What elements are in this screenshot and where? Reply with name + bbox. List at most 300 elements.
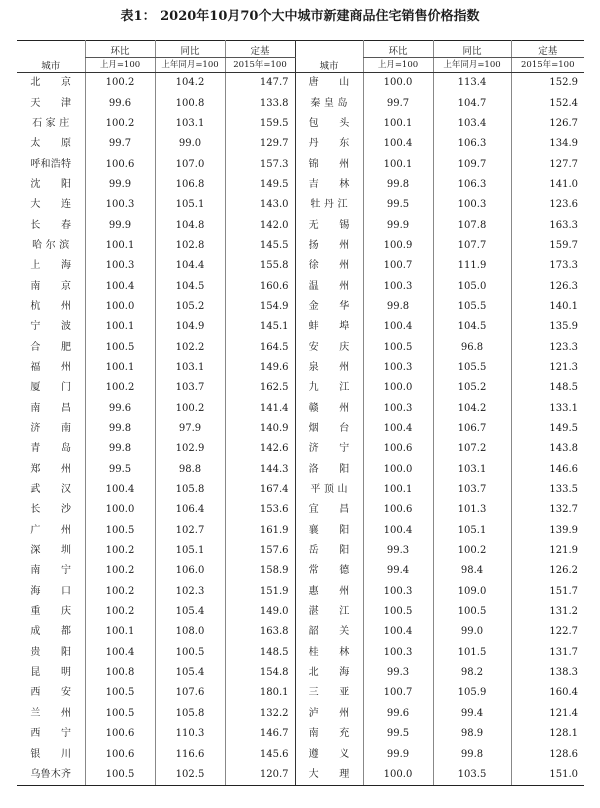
right-yoy-cell: 106.3 (433, 175, 511, 195)
left-city-cell: 杭 州 (30, 300, 72, 312)
left-yoy-cell: 103.1 (155, 358, 225, 378)
left-mom-cell: 100.2 (85, 114, 155, 134)
right-base-cell: 173.3 (511, 256, 584, 276)
table-body (17, 73, 584, 786)
header-city-left: 城市 (17, 41, 85, 73)
left-yoy-cell: 104.9 (155, 317, 225, 337)
left-base-cell: 149.0 (225, 602, 295, 622)
right-base-cell: 123.3 (511, 337, 584, 357)
right-base-cell: 139.9 (511, 521, 584, 541)
left-city-cell: 宁 波 (30, 321, 72, 333)
table-row (17, 521, 584, 541)
left-city-cell: 银 川 (30, 748, 72, 760)
left-base-cell: 145.1 (225, 317, 295, 337)
left-city-cell: 乌鲁木齐 (17, 765, 85, 786)
right-city-cell: 北 海 (308, 667, 350, 679)
table-row (17, 744, 584, 764)
right-yoy-cell: 113.4 (433, 73, 511, 94)
right-base-cell: 152.4 (511, 93, 584, 113)
left-city-cell: 武 汉 (30, 484, 72, 496)
left-base-cell: 151.9 (225, 582, 295, 602)
left-yoy-cell: 105.8 (155, 480, 225, 500)
right-mom-cell: 100.4 (363, 419, 433, 439)
left-yoy-cell: 106.8 (155, 175, 225, 195)
table-row (17, 724, 584, 744)
left-yoy-cell: 106.0 (155, 561, 225, 581)
left-yoy-cell: 102.7 (155, 521, 225, 541)
right-base-cell: 121.9 (511, 541, 584, 561)
subheader-mom-right: 上月=100 (363, 58, 433, 73)
right-city-cell: 徐 州 (308, 260, 350, 272)
left-city-cell: 南 京 (30, 280, 72, 292)
left-base-cell: 162.5 (225, 378, 295, 398)
left-base-cell: 149.5 (225, 175, 295, 195)
left-city-cell: 合 肥 (30, 341, 72, 353)
right-yoy-cell: 105.5 (433, 358, 511, 378)
right-yoy-cell: 101.5 (433, 643, 511, 663)
table-row (17, 337, 584, 357)
right-mom-cell: 99.5 (363, 724, 433, 744)
table-row (17, 175, 584, 195)
table-row (17, 358, 584, 378)
left-base-cell: 145.6 (225, 744, 295, 764)
right-base-cell: 149.5 (511, 419, 584, 439)
left-city-cell: 长 春 (30, 219, 72, 231)
header-yoy-right: 同比 (433, 41, 511, 58)
left-mom-cell: 100.3 (85, 195, 155, 215)
left-mom-cell: 100.6 (85, 154, 155, 174)
left-yoy-cell: 99.0 (155, 134, 225, 154)
right-yoy-cell: 107.7 (433, 236, 511, 256)
right-mom-cell: 100.3 (363, 358, 433, 378)
right-yoy-cell: 106.7 (433, 419, 511, 439)
table-row (17, 256, 584, 276)
left-mom-cell: 100.4 (85, 643, 155, 663)
left-mom-cell: 100.4 (85, 480, 155, 500)
right-mom-cell: 100.6 (363, 500, 433, 520)
left-mom-cell: 99.8 (85, 439, 155, 459)
right-yoy-cell: 105.1 (433, 521, 511, 541)
left-yoy-cell: 116.6 (155, 744, 225, 764)
left-base-cell: 153.6 (225, 500, 295, 520)
left-city-cell: 长 沙 (30, 504, 72, 516)
left-base-cell: 167.4 (225, 480, 295, 500)
table-row (17, 602, 584, 622)
left-city-cell: 昆 明 (30, 667, 72, 679)
right-yoy-cell: 99.0 (433, 622, 511, 642)
left-yoy-cell: 108.0 (155, 622, 225, 642)
right-mom-cell: 100.4 (363, 622, 433, 642)
right-mom-cell: 100.5 (363, 602, 433, 622)
right-yoy-cell: 109.7 (433, 154, 511, 174)
table-title: 表1： 2020年10月70个大中城市新建商品住宅销售价格指数 (120, 9, 480, 24)
table-row (17, 419, 584, 439)
left-yoy-cell: 105.1 (155, 195, 225, 215)
right-base-cell: 152.9 (511, 73, 584, 94)
right-city-cell: 扬 州 (308, 239, 350, 251)
left-mom-cell: 99.8 (85, 419, 155, 439)
right-base-cell: 151.7 (511, 582, 584, 602)
right-city-cell: 烟 台 (308, 423, 350, 435)
left-yoy-cell: 105.4 (155, 602, 225, 622)
right-mom-cell: 99.9 (363, 744, 433, 764)
right-base-cell: 132.7 (511, 500, 584, 520)
table-row (17, 683, 584, 703)
header-city-right: 城市 (295, 41, 363, 73)
table-row (17, 500, 584, 520)
header-base-right: 定基 (511, 41, 584, 58)
right-yoy-cell: 106.3 (433, 134, 511, 154)
right-city-cell: 岳 阳 (308, 545, 350, 557)
right-mom-cell: 100.7 (363, 683, 433, 703)
left-mom-cell: 100.2 (85, 73, 155, 94)
right-mom-cell: 100.6 (363, 439, 433, 459)
right-base-cell: 123.6 (511, 195, 584, 215)
left-mom-cell: 100.8 (85, 663, 155, 683)
right-base-cell: 128.1 (511, 724, 584, 744)
right-yoy-cell: 104.5 (433, 317, 511, 337)
left-yoy-cell: 105.4 (155, 663, 225, 683)
left-base-cell: 154.8 (225, 663, 295, 683)
table-row (17, 378, 584, 398)
left-base-cell: 140.9 (225, 419, 295, 439)
right-city-cell: 大 理 (295, 765, 363, 786)
left-city-cell: 天 津 (30, 97, 72, 109)
right-city-cell: 三 亚 (308, 687, 350, 699)
right-mom-cell: 99.7 (363, 93, 433, 113)
left-yoy-cell: 107.0 (155, 154, 225, 174)
right-yoy-cell: 104.2 (433, 399, 511, 419)
right-mom-cell: 100.3 (363, 276, 433, 296)
right-yoy-cell: 104.7 (433, 93, 511, 113)
left-city-cell: 呼和浩特 (30, 158, 72, 170)
left-city-cell: 西 安 (30, 687, 72, 699)
left-base-cell: 163.8 (225, 622, 295, 642)
left-yoy-cell: 110.3 (155, 724, 225, 744)
right-yoy-cell: 107.8 (433, 215, 511, 235)
left-city-cell: 成 都 (30, 626, 72, 638)
left-base-cell: 144.3 (225, 460, 295, 480)
right-base-cell: 160.4 (511, 683, 584, 703)
table-row (17, 114, 584, 134)
left-base-cell: 146.7 (225, 724, 295, 744)
left-mom-cell: 100.5 (85, 765, 155, 786)
right-city-cell: 吉 林 (308, 178, 350, 190)
table-header (17, 41, 584, 73)
right-mom-cell: 100.5 (363, 337, 433, 357)
left-yoy-cell: 102.8 (155, 236, 225, 256)
right-city-cell: 襄 阳 (308, 524, 350, 536)
right-yoy-cell: 100.5 (433, 602, 511, 622)
subheader-yoy-left: 上年同月=100 (155, 58, 225, 73)
header-base-left: 定基 (225, 41, 295, 58)
right-mom-cell: 99.8 (363, 175, 433, 195)
left-yoy-cell: 100.2 (155, 399, 225, 419)
left-city-cell: 西 宁 (30, 728, 72, 740)
left-mom-cell: 100.6 (85, 744, 155, 764)
left-city-cell: 兰 州 (30, 707, 72, 719)
right-base-cell: 151.0 (511, 765, 584, 786)
right-base-cell: 140.1 (511, 297, 584, 317)
left-mom-cell: 99.9 (85, 175, 155, 195)
right-mom-cell: 100.7 (363, 256, 433, 276)
right-base-cell: 127.7 (511, 154, 584, 174)
table-row (17, 297, 584, 317)
table-row (17, 195, 584, 215)
left-base-cell: 159.5 (225, 114, 295, 134)
right-base-cell: 126.2 (511, 561, 584, 581)
table-row (17, 154, 584, 174)
subheader-yoy-right: 上年同月=100 (433, 58, 511, 73)
left-base-cell: 149.6 (225, 358, 295, 378)
table-row (17, 541, 584, 561)
right-yoy-cell: 98.9 (433, 724, 511, 744)
table-row (17, 317, 584, 337)
table-row (17, 622, 584, 642)
left-city-cell: 深 圳 (30, 545, 72, 557)
right-city-cell: 牡 丹 江 (310, 199, 348, 211)
right-mom-cell: 100.4 (363, 134, 433, 154)
left-base-cell: 158.9 (225, 561, 295, 581)
right-city-cell: 泉 州 (308, 361, 350, 373)
table-row (17, 276, 584, 296)
left-yoy-cell: 106.4 (155, 500, 225, 520)
left-city-cell: 南 昌 (30, 402, 72, 414)
left-mom-cell: 100.0 (85, 297, 155, 317)
right-mom-cell: 99.5 (363, 195, 433, 215)
left-yoy-cell: 103.1 (155, 114, 225, 134)
left-city-cell: 哈 尔 滨 (32, 239, 70, 251)
left-city-cell: 青 岛 (30, 443, 72, 455)
right-city-cell: 蚌 埠 (308, 321, 350, 333)
right-base-cell: 131.7 (511, 643, 584, 663)
right-yoy-cell: 103.5 (433, 765, 511, 786)
left-base-cell: 180.1 (225, 683, 295, 703)
right-mom-cell: 100.1 (363, 480, 433, 500)
table-row (17, 480, 584, 500)
left-base-cell: 161.9 (225, 521, 295, 541)
right-city-cell: 韶 关 (308, 626, 350, 638)
right-yoy-cell: 105.5 (433, 297, 511, 317)
left-yoy-cell: 103.7 (155, 378, 225, 398)
right-city-cell: 金 华 (308, 300, 350, 312)
left-yoy-cell: 102.5 (155, 765, 225, 786)
left-yoy-cell: 100.5 (155, 643, 225, 663)
left-mom-cell: 99.9 (85, 215, 155, 235)
header-mom-left: 环比 (85, 41, 155, 58)
right-mom-cell: 99.3 (363, 541, 433, 561)
table-row (17, 643, 584, 663)
table-row (17, 663, 584, 683)
table-row (17, 236, 584, 256)
right-base-cell: 128.6 (511, 744, 584, 764)
left-base-cell: 129.7 (225, 134, 295, 154)
right-city-cell: 济 宁 (308, 443, 350, 455)
left-city-cell: 贵 阳 (30, 646, 72, 658)
right-base-cell: 134.9 (511, 134, 584, 154)
left-yoy-cell: 105.2 (155, 297, 225, 317)
left-mom-cell: 99.7 (85, 134, 155, 154)
right-yoy-cell: 105.2 (433, 378, 511, 398)
subheader-base-right: 2015年=100 (511, 58, 584, 73)
left-base-cell: 145.5 (225, 236, 295, 256)
left-base-cell: 143.0 (225, 195, 295, 215)
left-yoy-cell: 97.9 (155, 419, 225, 439)
right-base-cell: 126.3 (511, 276, 584, 296)
left-yoy-cell: 98.8 (155, 460, 225, 480)
right-yoy-cell: 103.1 (433, 460, 511, 480)
left-city-cell: 广 州 (30, 524, 72, 536)
left-mom-cell: 100.2 (85, 582, 155, 602)
left-yoy-cell: 102.9 (155, 439, 225, 459)
right-city-cell: 温 州 (308, 280, 350, 292)
left-base-cell: 142.0 (225, 215, 295, 235)
left-base-cell: 141.4 (225, 399, 295, 419)
right-city-cell: 宜 昌 (308, 504, 350, 516)
left-base-cell: 155.8 (225, 256, 295, 276)
right-city-cell: 赣 州 (308, 402, 350, 414)
right-base-cell: 163.3 (511, 215, 584, 235)
left-city-cell: 郑 州 (30, 463, 72, 475)
right-base-cell: 146.6 (511, 460, 584, 480)
left-yoy-cell: 102.2 (155, 337, 225, 357)
left-mom-cell: 100.5 (85, 683, 155, 703)
right-yoy-cell: 105.9 (433, 683, 511, 703)
left-city-cell: 南 宁 (30, 565, 72, 577)
left-yoy-cell: 104.4 (155, 256, 225, 276)
right-mom-cell: 100.0 (363, 378, 433, 398)
right-yoy-cell: 103.7 (433, 480, 511, 500)
left-city-cell: 太 原 (30, 138, 72, 150)
left-city-cell: 福 州 (30, 361, 72, 373)
left-city-cell: 重 庆 (30, 606, 72, 618)
right-yoy-cell: 103.4 (433, 114, 511, 134)
right-yoy-cell: 105.0 (433, 276, 511, 296)
left-mom-cell: 100.1 (85, 622, 155, 642)
left-mom-cell: 100.1 (85, 358, 155, 378)
left-mom-cell: 100.1 (85, 236, 155, 256)
right-base-cell: 131.2 (511, 602, 584, 622)
right-city-cell: 安 庆 (308, 341, 350, 353)
right-base-cell: 148.5 (511, 378, 584, 398)
right-mom-cell: 99.9 (363, 215, 433, 235)
left-mom-cell: 100.0 (85, 500, 155, 520)
right-mom-cell: 99.4 (363, 561, 433, 581)
right-yoy-cell: 101.3 (433, 500, 511, 520)
left-city-cell: 海 口 (30, 585, 72, 597)
table-row (17, 765, 584, 786)
right-city-cell: 锦 州 (308, 158, 350, 170)
left-city-cell: 北 京 (30, 77, 72, 89)
right-city-cell: 惠 州 (308, 585, 350, 597)
right-base-cell: 141.0 (511, 175, 584, 195)
header-mom-right: 环比 (363, 41, 433, 58)
right-city-cell: 唐 山 (308, 77, 350, 89)
left-base-cell: 154.9 (225, 297, 295, 317)
left-base-cell: 160.6 (225, 276, 295, 296)
table-row (17, 704, 584, 724)
left-city-cell: 沈 阳 (30, 178, 72, 190)
right-city-cell: 桂 林 (308, 646, 350, 658)
left-base-cell: 142.6 (225, 439, 295, 459)
left-mom-cell: 100.2 (85, 561, 155, 581)
right-base-cell: 126.7 (511, 114, 584, 134)
left-base-cell: 120.7 (225, 765, 295, 786)
left-mom-cell: 100.6 (85, 724, 155, 744)
left-mom-cell: 100.5 (85, 521, 155, 541)
right-city-cell: 无 锡 (308, 219, 350, 231)
right-city-cell: 九 江 (308, 382, 350, 394)
right-mom-cell: 99.3 (363, 663, 433, 683)
table-row (17, 460, 584, 480)
right-base-cell: 122.7 (511, 622, 584, 642)
subheader-mom-left: 上月=100 (85, 58, 155, 73)
left-base-cell: 133.8 (225, 93, 295, 113)
right-yoy-cell: 98.4 (433, 561, 511, 581)
right-mom-cell: 99.8 (363, 297, 433, 317)
right-yoy-cell: 107.2 (433, 439, 511, 459)
right-mom-cell: 100.9 (363, 236, 433, 256)
header-yoy-left: 同比 (155, 41, 225, 58)
left-yoy-cell: 107.6 (155, 683, 225, 703)
left-yoy-cell: 104.5 (155, 276, 225, 296)
table-row (17, 93, 584, 113)
left-mom-cell: 100.1 (85, 317, 155, 337)
left-yoy-cell: 105.1 (155, 541, 225, 561)
left-mom-cell: 100.2 (85, 378, 155, 398)
right-mom-cell: 100.3 (363, 643, 433, 663)
right-yoy-cell: 99.8 (433, 744, 511, 764)
left-mom-cell: 100.4 (85, 276, 155, 296)
right-city-cell: 湛 江 (308, 606, 350, 618)
table-row (17, 561, 584, 581)
left-base-cell: 147.7 (225, 73, 295, 94)
left-base-cell: 148.5 (225, 643, 295, 663)
right-city-cell: 常 德 (308, 565, 350, 577)
left-yoy-cell: 100.8 (155, 93, 225, 113)
right-base-cell: 121.4 (511, 704, 584, 724)
right-city-cell: 遵 义 (308, 748, 350, 760)
left-city-cell: 上 海 (30, 260, 72, 272)
right-city-cell: 南 充 (308, 728, 350, 740)
right-yoy-cell: 98.2 (433, 663, 511, 683)
right-base-cell: 135.9 (511, 317, 584, 337)
left-yoy-cell: 102.3 (155, 582, 225, 602)
table-row (17, 134, 584, 154)
left-mom-cell: 100.2 (85, 602, 155, 622)
price-index-table (17, 40, 584, 786)
left-city-cell: 厦 门 (30, 382, 72, 394)
left-city-cell: 石 家 庄 (32, 117, 70, 129)
left-city-cell: 大 连 (30, 199, 72, 211)
table-row (17, 215, 584, 235)
right-yoy-cell: 100.3 (433, 195, 511, 215)
right-mom-cell: 100.1 (363, 154, 433, 174)
left-mom-cell: 100.5 (85, 704, 155, 724)
table-row (17, 439, 584, 459)
right-city-cell: 泸 州 (308, 707, 350, 719)
left-mom-cell: 99.6 (85, 93, 155, 113)
right-mom-cell: 99.6 (363, 704, 433, 724)
right-mom-cell: 100.0 (363, 73, 433, 94)
right-city-cell: 丹 东 (308, 138, 350, 150)
table-row (17, 399, 584, 419)
right-base-cell: 143.8 (511, 439, 584, 459)
left-base-cell: 157.6 (225, 541, 295, 561)
right-yoy-cell: 109.0 (433, 582, 511, 602)
left-base-cell: 164.5 (225, 337, 295, 357)
left-base-cell: 132.2 (225, 704, 295, 724)
